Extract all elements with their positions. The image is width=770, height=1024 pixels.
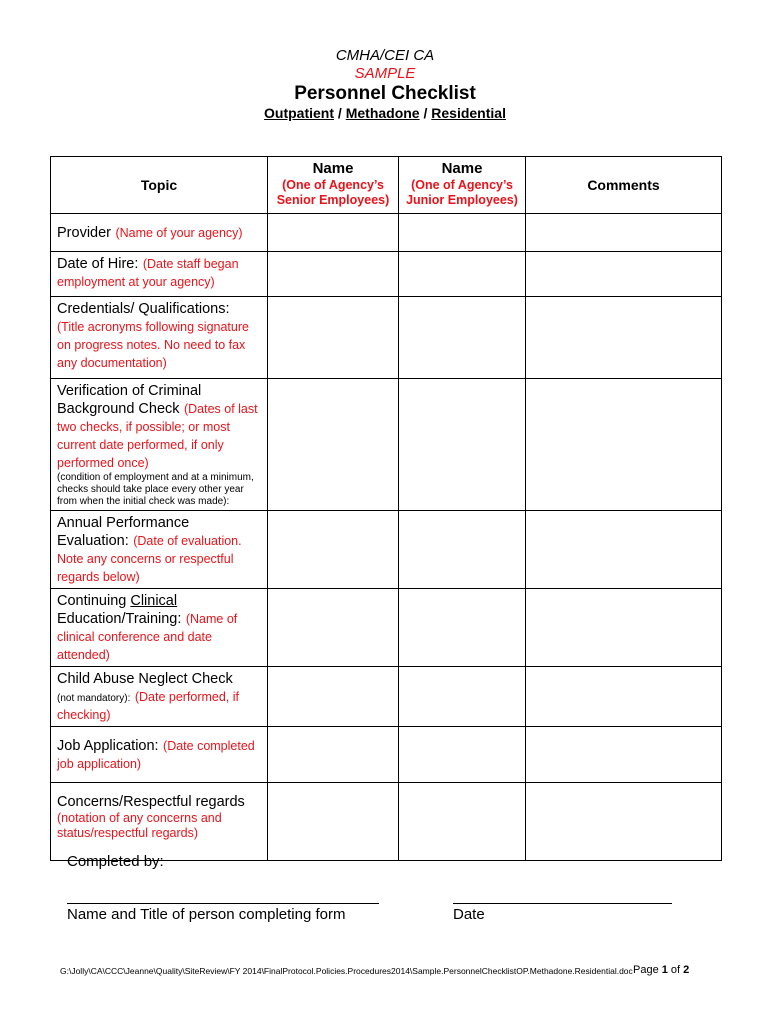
table-row — [51, 214, 722, 252]
row-topic-job-application: Job Application: (Date completed job application) — [51, 727, 268, 783]
date-label: Date — [453, 906, 485, 923]
program-separator: / — [419, 105, 432, 121]
column-header-comments: Comments — [526, 157, 722, 214]
cell-comments[interactable] — [526, 511, 722, 589]
page-title: Personnel Checklist — [294, 83, 476, 104]
cell-senior[interactable] — [268, 511, 399, 589]
table-row — [51, 252, 722, 297]
column-header-topic: Topic — [51, 157, 268, 214]
cell-junior[interactable] — [399, 783, 526, 861]
cell-junior[interactable] — [399, 727, 526, 783]
row-topic-criminal-background-check: Verification of Criminal Background Check (Dates of last two checks, if possible; or most current date performed, if only performed once) (condition of employment and at a minimum, checks should take place every other year from when the initial check was made): — [51, 379, 268, 511]
row-topic-annual-performance-evaluation: Annual Performance Evaluation: (Date of evaluation. Note any concerns or respectful regards below) — [51, 511, 268, 589]
cell-senior[interactable] — [268, 727, 399, 783]
row-topic-child-abuse-neglect-check: Child Abuse Neglect Check (not mandatory): (Date performed, if checking) — [51, 667, 268, 727]
cell-senior[interactable] — [268, 667, 399, 727]
column-header-senior-name: Name (One of Agency’s Senior Employees) — [268, 157, 399, 214]
completed-by-label: Completed by: — [67, 853, 164, 870]
program-residential: Residential — [431, 105, 506, 121]
row-topic-date-of-hire: Date of Hire: (Date staff began employment at your agency) — [51, 252, 268, 297]
cell-junior[interactable] — [399, 589, 526, 667]
table-row — [51, 667, 722, 727]
row-topic-provider: Provider (Name of your agency) — [51, 214, 268, 252]
cell-comments[interactable] — [526, 214, 722, 252]
signature-label: Name and Title of person completing form — [67, 906, 346, 923]
cell-senior[interactable] — [268, 783, 399, 861]
program-outpatient: Outpatient — [264, 105, 335, 121]
table-row — [51, 297, 722, 379]
sample-label: SAMPLE — [354, 65, 416, 82]
cell-junior[interactable] — [399, 511, 526, 589]
table-row — [51, 589, 722, 667]
table-row — [51, 379, 722, 511]
footer-file-path: G:\Jolly\CA\CCC\Jeanne\Quality\SiteReview\FY 2014\FinalProtocol.Policies.Procedures2014\Sample.PersonnelChecklistOP.Methadone.Residential.doc — [60, 966, 633, 976]
cell-senior[interactable] — [268, 379, 399, 511]
row-topic-credentials: Credentials/ Qualifications: (Title acronyms following signature on progress notes. No need to fax any documentation) — [51, 297, 268, 379]
cell-comments[interactable] — [526, 252, 722, 297]
row-topic-continuing-education: Continuing Clinical Education/Training: (Name of clinical conference and date attended) — [51, 589, 268, 667]
cell-junior[interactable] — [399, 667, 526, 727]
table-row — [51, 783, 722, 861]
program-separator: / — [334, 105, 346, 121]
table-row — [51, 511, 722, 589]
cell-junior[interactable] — [399, 297, 526, 379]
table-header-row — [51, 157, 722, 214]
cell-comments[interactable] — [526, 727, 722, 783]
date-line[interactable] — [453, 903, 672, 904]
cell-senior[interactable] — [268, 297, 399, 379]
cell-senior[interactable] — [268, 252, 399, 297]
program-list — [0, 105, 770, 121]
signature-line[interactable] — [67, 903, 379, 904]
cell-senior[interactable] — [268, 214, 399, 252]
organization-name: CMHA/CEI CA — [335, 47, 435, 64]
table-row — [51, 727, 722, 783]
program-methadone: Methadone — [345, 105, 420, 121]
column-header-junior-name: Name (One of Agency’s Junior Employees) — [399, 157, 526, 214]
row-topic-concerns-respectful-regards: Concerns/Respectful regards (notation of any concerns and status/respectful regards) — [51, 783, 268, 861]
cell-junior[interactable] — [399, 214, 526, 252]
cell-senior[interactable] — [268, 589, 399, 667]
page-number: Page 1 of 2 — [633, 964, 690, 976]
cell-junior[interactable] — [399, 379, 526, 511]
cell-junior[interactable] — [399, 252, 526, 297]
cell-comments[interactable] — [526, 379, 722, 511]
cell-comments[interactable] — [526, 589, 722, 667]
cell-comments[interactable] — [526, 783, 722, 861]
personnel-checklist-table — [50, 156, 722, 861]
cell-comments[interactable] — [526, 667, 722, 727]
cell-comments[interactable] — [526, 297, 722, 379]
